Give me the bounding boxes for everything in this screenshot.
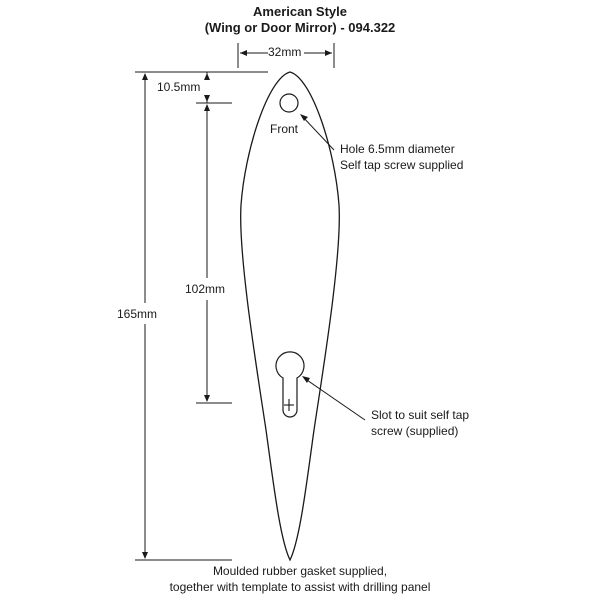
hole-note-line1: Hole 6.5mm diameter xyxy=(340,142,455,156)
hole-leader-line xyxy=(302,116,334,150)
hole-spacing-label: 102mm xyxy=(185,282,226,296)
front-label: Front xyxy=(270,122,299,136)
slot-note-line1: Slot to suit self tap xyxy=(371,408,470,422)
footer-note-line2: together with template to assist with drilling panel xyxy=(169,580,431,594)
slot-leader-line xyxy=(304,378,365,420)
keyhole-slot xyxy=(276,352,304,417)
width-label: 32mm xyxy=(268,45,302,59)
gasket-outline xyxy=(241,72,340,560)
total-length-label: 165mm xyxy=(117,307,158,321)
diagram-subtitle: (Wing or Door Mirror) - 094.322 xyxy=(204,20,396,35)
diagram-title: American Style xyxy=(253,4,347,19)
slot-note-line2: screw (supplied) xyxy=(371,424,459,438)
hole-note-line2: Self tap screw supplied xyxy=(340,158,464,172)
mounting-hole xyxy=(280,94,298,112)
top-offset-label: 10.5mm xyxy=(157,80,201,94)
footer-note-line1: Moulded rubber gasket supplied, xyxy=(212,564,388,578)
